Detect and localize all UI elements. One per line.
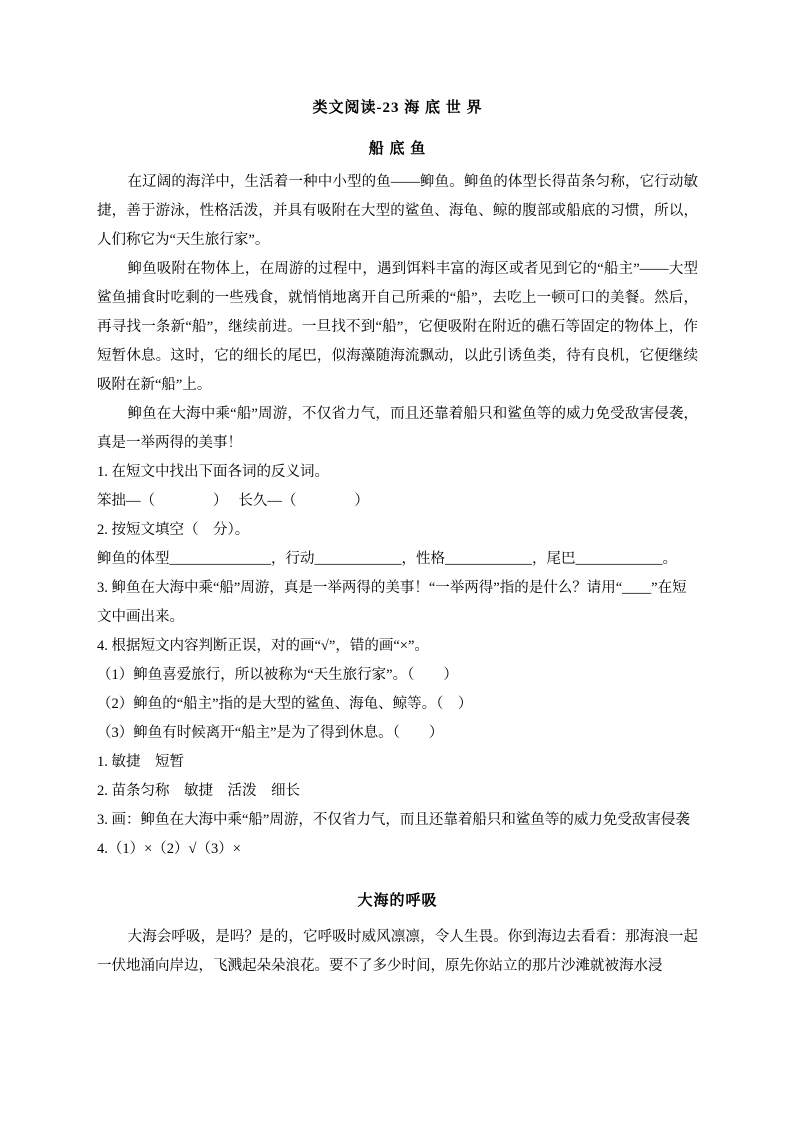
question-4-item-3: （3）䲟鱼有时候离开“船主”是为了得到休息。（ ） — [97, 725, 444, 741]
reading1-paragraph-3: 䲟鱼在大海中乘“船”周游，不仅省力气，而且还靠着船只和鲨鱼等的威力免受敌害侵袭，真是一举两得的美事！ — [97, 406, 698, 451]
question-3: 3. 䲟鱼在大海中乘“船”周游，真是一举两得的美事！“一举两得”指的是什么？请用“____”在短文中画出来。 — [97, 580, 687, 625]
question-4-item-2: （2）䲟鱼的“船主”指的是大型的鲨鱼、海龟、鲸等。（ ） — [97, 696, 473, 712]
question-2-blanks: 䲟鱼的体型______________，行动____________，性格____________，尾巴____________。 — [97, 551, 677, 567]
question-1-blanks: 笨拙—（ ） 长久—（ ） — [97, 493, 369, 509]
reading1-paragraph-1: 在辽阔的海洋中，生活着一种中小型的鱼——䲟鱼。䲟鱼的体型长得苗条匀称，它行动敏捷，善于游泳，性格活泼，并具有吸附在大型的鲨鱼、海龟、鲸的腹部或船底的习惯，所以，人们称它为“天生旅行家”。 — [97, 174, 698, 248]
question-4: 4. 根据短文内容判断正误，对的画“√”，错的画“×”。 — [97, 638, 429, 654]
reading2-paragraph-1: 大海会呼吸，是吗？是的，它呼吸时威风凛凛，令人生畏。你到海边去看看：那海浪一起一伏地涌向岸边，飞溅起朵朵浪花。要不了多少时间，原先你站立的那片沙滩就被海水浸 — [97, 929, 698, 974]
answer-2: 2. 苗条匀称 敏捷 活泼 细长 — [97, 783, 300, 799]
reading1-title: 船 底 鱼 — [368, 141, 427, 157]
question-1: 1. 在短文中找出下面各词的反义词。 — [97, 464, 329, 480]
answer-1: 1. 敏捷 短暂 — [97, 754, 184, 770]
reading1-paragraph-2: 䲟鱼吸附在物体上，在周游的过程中，遇到饵料丰富的海区或者见到它的“船主”——大型鲨鱼捕食时吃剩的一些残食，就悄悄地离开自己所乘的“船”，去吃上一顿可口的美餐。然后，再寻找一条新“船”，继续前进。一旦找不到“船”，它便吸附在附近的礁石等固定的物体上，作短暂休息。这时，它的细长的尾巴，似海藻随海流飘动，以此引诱鱼类，待有良机，它便继续吸附在新“船”上。 — [97, 261, 698, 393]
doc-title: 类文阅读-23 海 底 世 界 — [312, 100, 483, 116]
question-4-item-1: （1）䲟鱼喜爱旅行，所以被称为“天生旅行家”。（ ） — [97, 667, 458, 683]
answer-4: 4.（1）×（2）√（3）× — [97, 841, 241, 857]
question-2: 2. 按短文填空（ 分）。 — [97, 522, 250, 538]
reading2-title: 大海的呼吸 — [357, 893, 438, 909]
answer-3: 3. 画：䲟鱼在大海中乘“船”周游，不仅省力气，而且还靠着船只和鲨鱼等的威力免受敌害侵袭 — [97, 812, 690, 828]
